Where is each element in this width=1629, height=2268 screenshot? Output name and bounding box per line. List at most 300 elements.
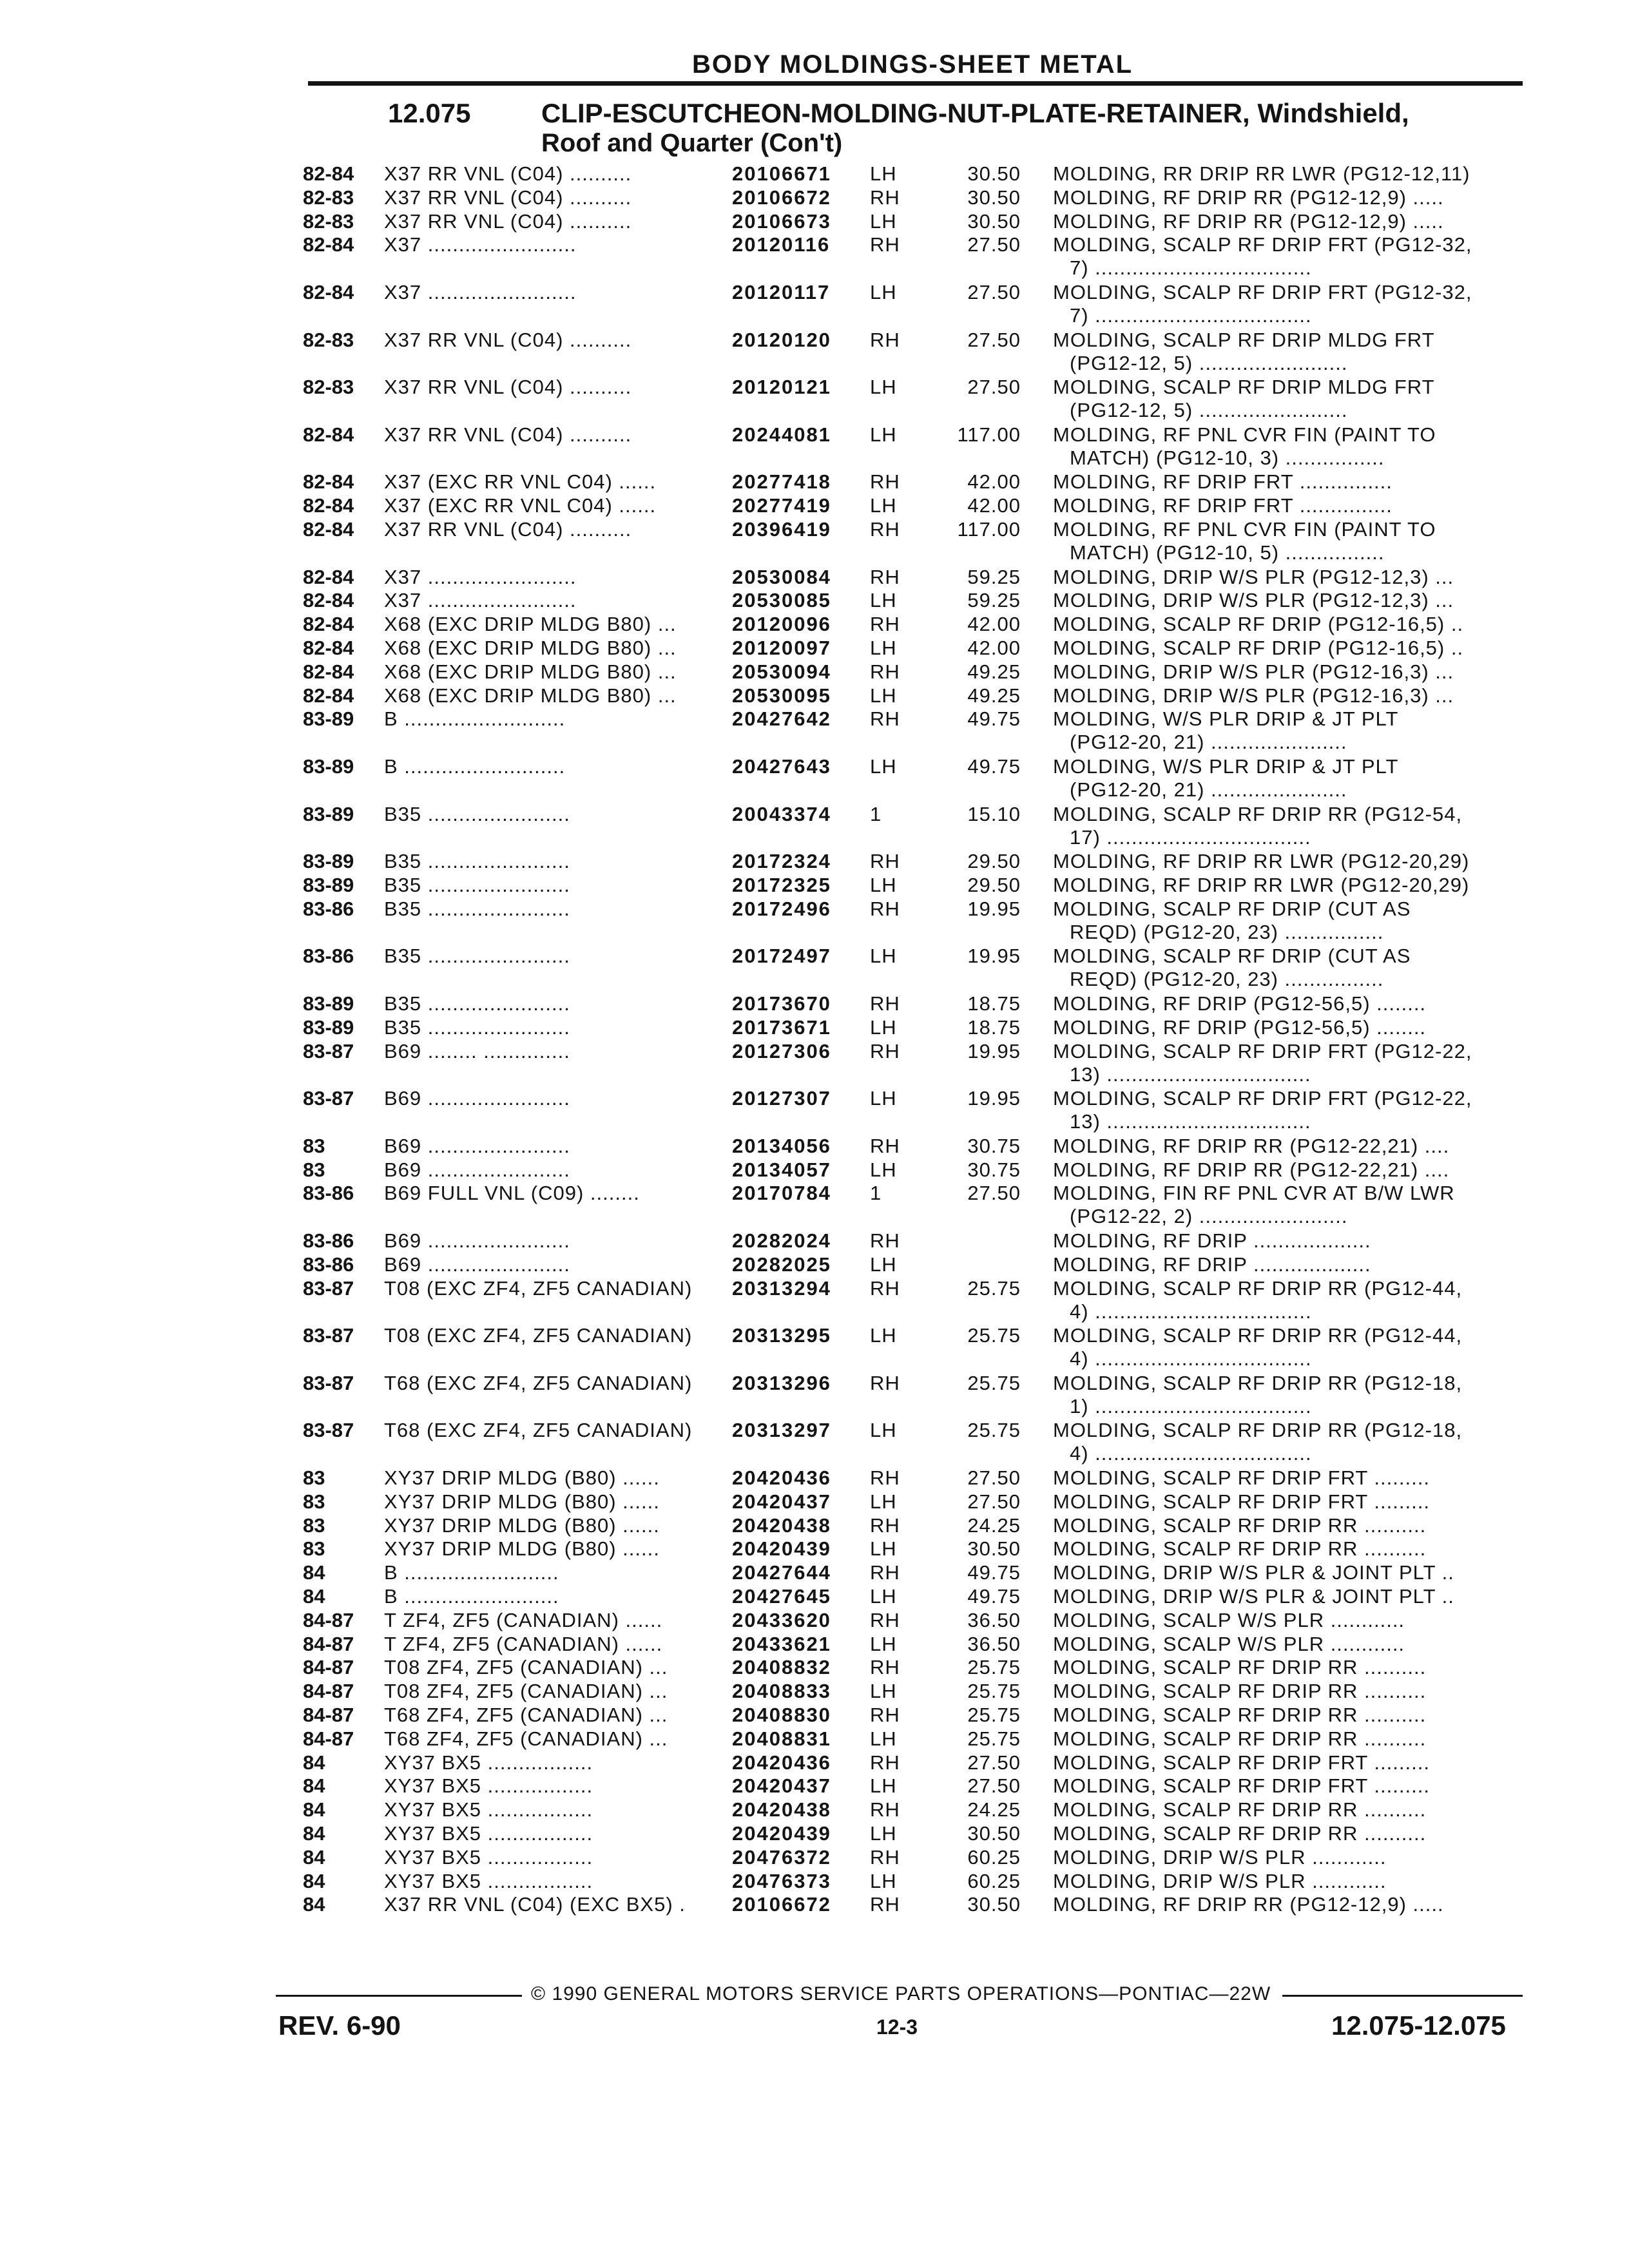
description: MOLDING, SCALP RF DRIP RR (PG12-44, (1053, 1276, 1463, 1300)
side-qty: RH (870, 1229, 900, 1252)
description: MOLDING, W/S PLR DRIP & JT PLT (1053, 707, 1399, 731)
side-qty: LH (870, 589, 897, 612)
price: 30.75 (967, 1158, 1021, 1181)
model-year: 83 (303, 1514, 325, 1537)
model-year: 82-84 (303, 613, 354, 636)
model-code: XY37 DRIP MLDG (B80) ...... (384, 1537, 660, 1561)
model-year: 82-84 (303, 660, 354, 683)
side-qty: LH (870, 1869, 897, 1892)
price: 117.00 (957, 518, 1021, 541)
side-qty: RH (870, 328, 900, 351)
model-year: 82-83 (303, 209, 354, 233)
description-continued: REQD) (PG12-20, 23) ................ (1070, 920, 1384, 943)
side-qty: RH (870, 1751, 900, 1774)
part-number: 20043374 (732, 802, 831, 825)
price: 36.50 (967, 1608, 1021, 1631)
part-number: 20476372 (732, 1845, 831, 1869)
model-code: T08 (EXC ZF4, ZF5 CANADIAN) (384, 1324, 693, 1347)
price: 59.25 (967, 565, 1021, 588)
description: MOLDING, SCALP RF DRIP (PG12-16,5) .. (1053, 637, 1464, 659)
model-year: 83-87 (303, 1276, 354, 1300)
side-qty: LH (870, 1015, 897, 1039)
model-year: 84-87 (303, 1680, 354, 1703)
model-year: 82-84 (303, 423, 354, 446)
price: 30.50 (967, 186, 1021, 209)
model-year: 82-84 (303, 281, 354, 303)
price: 25.75 (967, 1324, 1021, 1347)
description: MOLDING, RF DRIP RR (PG12-12,9) ..... (1053, 186, 1444, 209)
model-code: B69 ....................... (384, 1134, 570, 1157)
model-year: 83-89 (303, 992, 354, 1015)
side-qty: RH (870, 1656, 900, 1679)
part-number: 20408830 (732, 1704, 831, 1726)
price: 117.00 (957, 423, 1021, 446)
model-year: 84 (303, 1585, 325, 1608)
side-qty: LH (870, 637, 897, 659)
model-year: 83 (303, 1158, 325, 1181)
footer-rule-right (1282, 1995, 1523, 1997)
side-qty: RH (870, 233, 900, 256)
price: 18.75 (967, 992, 1021, 1015)
description-continued: (PG12-12, 5) ........................ (1070, 399, 1348, 422)
model-code: X37 RR VNL (C04) .......... (384, 162, 632, 185)
part-number: 20313296 (732, 1371, 831, 1394)
description: MOLDING, SCALP RF DRIP RR .......... (1053, 1656, 1427, 1679)
side-qty: RH (870, 186, 900, 209)
description: MOLDING, RF PNL CVR FIN (PAINT TO (1053, 518, 1436, 541)
model-code: T68 ZF4, ZF5 (CANADIAN) ... (384, 1727, 668, 1750)
table-row (0, 1087, 1629, 1139)
description-continued: 4) ................................... (1070, 1347, 1312, 1370)
model-code: B35 ....................... (384, 802, 570, 825)
side-qty: RH (870, 897, 900, 920)
description: MOLDING, RF DRIP RR (PG12-12,9) ..... (1053, 209, 1444, 233)
description: MOLDING, DRIP W/S PLR ............ (1053, 1869, 1387, 1892)
part-number: 20173670 (732, 992, 831, 1015)
part-number: 20420437 (732, 1490, 831, 1513)
side-qty: RH (870, 707, 900, 731)
model-year: 84-87 (303, 1704, 354, 1726)
price: 42.00 (967, 637, 1021, 659)
description-continued: 4) ................................... (1070, 1442, 1312, 1465)
description: MOLDING, SCALP RF DRIP RR .......... (1053, 1680, 1427, 1703)
side-qty: RH (870, 1039, 900, 1062)
price: 59.25 (967, 589, 1021, 612)
model-year: 84-87 (303, 1608, 354, 1631)
model-year: 84 (303, 1561, 325, 1584)
table-row (0, 1419, 1629, 1470)
price: 19.95 (967, 1087, 1021, 1110)
part-number: 20427643 (732, 755, 831, 778)
part-number: 20172324 (732, 850, 831, 873)
table-row (0, 1277, 1629, 1329)
table-row (0, 281, 1629, 332)
description: MOLDING, DRIP W/S PLR (PG12-12,3) ... (1053, 589, 1454, 612)
model-code: X37 RR VNL (C04) (EXC BX5) . (384, 1893, 686, 1916)
model-code: B69 ........ .............. (384, 1039, 570, 1062)
description: MOLDING, SCALP RF DRIP FRT (PG12-22, (1053, 1087, 1472, 1110)
description-continued: 7) ................................... (1070, 256, 1312, 280)
model-year: 83-89 (303, 874, 354, 896)
table-row (0, 1040, 1629, 1091)
side-qty: LH (870, 874, 897, 896)
part-number: 20277418 (732, 470, 831, 494)
description: MOLDING, RF DRIP FRT ............... (1053, 470, 1393, 494)
model-year: 83 (303, 1134, 325, 1157)
part-number: 20420439 (732, 1822, 831, 1845)
model-year: 83-87 (303, 1324, 354, 1347)
part-number: 20127306 (732, 1039, 831, 1062)
side-qty: LH (870, 1253, 897, 1276)
price: 27.50 (967, 1466, 1021, 1489)
side-qty: RH (870, 518, 900, 541)
side-qty: RH (870, 1514, 900, 1537)
price: 27.50 (967, 1774, 1021, 1798)
price: 49.75 (967, 1561, 1021, 1584)
part-number: 20420436 (732, 1466, 831, 1489)
table-row (0, 1182, 1629, 1233)
description: MOLDING, SCALP RF DRIP FRT (PG12-32, (1053, 233, 1472, 256)
price: 19.95 (967, 897, 1021, 920)
model-code: B69 ....................... (384, 1229, 570, 1252)
description: MOLDING, DRIP W/S PLR & JOINT PLT .. (1053, 1585, 1454, 1608)
model-code: X37 RR VNL (C04) .......... (384, 328, 632, 351)
side-qty: RH (870, 850, 900, 873)
table-row (0, 1893, 1629, 1945)
description: MOLDING, SCALP W/S PLR ............ (1053, 1632, 1405, 1655)
price: 30.50 (967, 209, 1021, 233)
price: 25.75 (967, 1680, 1021, 1703)
part-number: 20170784 (732, 1182, 831, 1205)
part-number: 20106673 (732, 209, 831, 233)
price: 49.25 (967, 684, 1021, 707)
price: 24.25 (967, 1514, 1021, 1537)
model-code: T08 ZF4, ZF5 (CANADIAN) ... (384, 1680, 668, 1703)
price: 27.50 (967, 233, 1021, 256)
model-year: 84 (303, 1893, 325, 1916)
description: MOLDING, SCALP RF DRIP MLDG FRT (1053, 376, 1435, 399)
model-year: 83-87 (303, 1371, 354, 1394)
description-continued: 13) ................................. (1070, 1110, 1311, 1133)
table-row (0, 329, 1629, 380)
price: 25.75 (967, 1727, 1021, 1750)
price: 18.75 (967, 1015, 1021, 1039)
part-number: 20173671 (732, 1015, 831, 1039)
model-code: B69 ....................... (384, 1253, 570, 1276)
part-number: 20120121 (732, 376, 831, 399)
page-number: 12-3 (876, 2015, 918, 2039)
table-row (0, 945, 1629, 996)
description: MOLDING, DRIP W/S PLR (PG12-16,3) ... (1053, 684, 1454, 707)
table-row (0, 803, 1629, 854)
model-code: XY37 BX5 ................. (384, 1869, 593, 1892)
side-qty: LH (870, 1324, 897, 1347)
part-number: 20530095 (732, 684, 831, 707)
description: MOLDING, SCALP RF DRIP RR .......... (1053, 1704, 1427, 1726)
part-number: 20313294 (732, 1276, 831, 1300)
side-qty: RH (870, 470, 900, 494)
side-qty: LH (870, 162, 897, 185)
price: 27.50 (967, 1490, 1021, 1513)
part-number: 20476373 (732, 1869, 831, 1892)
side-qty: LH (870, 494, 897, 517)
model-code: T08 (EXC ZF4, ZF5 CANADIAN) (384, 1276, 693, 1300)
part-number: 20427642 (732, 707, 831, 731)
description-continued: 17) ................................. (1070, 825, 1311, 849)
part-number: 20313297 (732, 1419, 831, 1442)
price: 25.75 (967, 1419, 1021, 1442)
model-code: X37 ........................ (384, 281, 577, 303)
side-qty: LH (870, 945, 897, 968)
description: MOLDING, RR DRIP RR LWR (PG12-12,11) (1053, 162, 1470, 185)
price: 27.50 (967, 281, 1021, 303)
model-year: 83-89 (303, 802, 354, 825)
side-qty: LH (870, 1680, 897, 1703)
section-number: 12.075 (388, 98, 471, 128)
model-year: 82-84 (303, 589, 354, 612)
description: MOLDING, RF DRIP RR LWR (PG12-20,29) (1053, 874, 1470, 896)
side-qty: LH (870, 209, 897, 233)
model-year: 83-87 (303, 1087, 354, 1110)
model-year: 84 (303, 1845, 325, 1869)
description: MOLDING, SCALP RF DRIP RR .......... (1053, 1514, 1427, 1537)
model-year: 83-89 (303, 707, 354, 731)
model-year: 82-84 (303, 470, 354, 494)
part-number: 20282025 (732, 1253, 831, 1276)
part-number: 20106672 (732, 1893, 831, 1916)
description: MOLDING, RF DRIP ................... (1053, 1229, 1371, 1252)
price: 19.95 (967, 1039, 1021, 1062)
price: 42.00 (967, 470, 1021, 494)
part-number: 20530094 (732, 660, 831, 683)
model-code: B .......................... (384, 707, 566, 731)
part-number: 20120116 (732, 233, 831, 256)
model-code: B ......................... (384, 1561, 559, 1584)
description: MOLDING, SCALP RF DRIP RR .......... (1053, 1537, 1427, 1561)
description-continued: 4) ................................... (1070, 1300, 1312, 1323)
model-year: 82-84 (303, 637, 354, 659)
side-qty: LH (870, 281, 897, 303)
model-code: B35 ....................... (384, 874, 570, 896)
side-qty: 1 (870, 1182, 882, 1205)
part-number: 20427644 (732, 1561, 831, 1584)
model-year: 83-89 (303, 755, 354, 778)
side-qty: LH (870, 1774, 897, 1798)
model-code: X37 RR VNL (C04) .......... (384, 423, 632, 446)
price: 49.25 (967, 660, 1021, 683)
revision-label: REV. 6-90 (278, 2010, 401, 2041)
model-year: 82-84 (303, 684, 354, 707)
description: MOLDING, SCALP RF DRIP (CUT AS (1053, 897, 1411, 920)
table-row (0, 707, 1629, 759)
part-number: 20427645 (732, 1585, 831, 1608)
model-code: XY37 BX5 ................. (384, 1774, 593, 1798)
part-number: 20420436 (732, 1751, 831, 1774)
model-code: T68 ZF4, ZF5 (CANADIAN) ... (384, 1704, 668, 1726)
table-row (0, 1324, 1629, 1376)
price: 30.50 (967, 1537, 1021, 1561)
side-qty: RH (870, 1798, 900, 1821)
side-qty: LH (870, 684, 897, 707)
model-code: T68 (EXC ZF4, ZF5 CANADIAN) (384, 1419, 693, 1442)
model-code: B69 ....................... (384, 1087, 570, 1110)
side-qty: LH (870, 1537, 897, 1561)
model-year: 83 (303, 1466, 325, 1489)
side-qty: LH (870, 755, 897, 778)
description: MOLDING, SCALP RF DRIP FRT ......... (1053, 1490, 1430, 1513)
part-number: 20106671 (732, 162, 831, 185)
model-code: B69 FULL VNL (C09) ........ (384, 1182, 640, 1205)
model-code: T08 ZF4, ZF5 (CANADIAN) ... (384, 1656, 668, 1679)
model-code: X37 RR VNL (C04) .......... (384, 209, 632, 233)
part-number: 20172497 (732, 945, 831, 968)
model-code: B ......................... (384, 1585, 559, 1608)
part-number: 20396419 (732, 518, 831, 541)
model-code: B35 ....................... (384, 1015, 570, 1039)
description: MOLDING, W/S PLR DRIP & JT PLT (1053, 755, 1399, 778)
part-number: 20433620 (732, 1608, 831, 1631)
description: MOLDING, RF DRIP RR LWR (PG12-20,29) (1053, 850, 1470, 873)
part-number: 20530085 (732, 589, 831, 612)
model-code: X37 RR VNL (C04) .......... (384, 376, 632, 399)
description: MOLDING, SCALP RF DRIP RR (PG12-18, (1053, 1419, 1463, 1442)
part-number: 20530084 (732, 565, 831, 588)
model-code: X37 ........................ (384, 589, 577, 612)
description: MOLDING, SCALP W/S PLR ............ (1053, 1608, 1405, 1631)
part-number: 20408833 (732, 1680, 831, 1703)
description: MOLDING, SCALP RF DRIP FRT ......... (1053, 1774, 1430, 1798)
model-year: 83-86 (303, 945, 354, 968)
model-code: XY37 BX5 ................. (384, 1751, 593, 1774)
side-qty: LH (870, 1585, 897, 1608)
part-number: 20313295 (732, 1324, 831, 1347)
model-code: X68 (EXC DRIP MLDG B80) ... (384, 613, 677, 636)
price: 25.75 (967, 1704, 1021, 1726)
price: 25.75 (967, 1276, 1021, 1300)
description-continued: 1) ................................... (1070, 1394, 1312, 1418)
model-year: 83-86 (303, 1182, 354, 1205)
model-year: 84 (303, 1822, 325, 1845)
description: MOLDING, SCALP RF DRIP FRT ......... (1053, 1751, 1430, 1774)
model-code: B69 ....................... (384, 1158, 570, 1181)
side-qty: LH (870, 1087, 897, 1110)
part-number: 20277419 (732, 494, 831, 517)
price: 27.50 (967, 1751, 1021, 1774)
side-qty: LH (870, 1727, 897, 1750)
side-qty: RH (870, 992, 900, 1015)
description-continued: (PG12-12, 5) ........................ (1070, 351, 1348, 374)
model-year: 84-87 (303, 1632, 354, 1655)
model-code: X37 RR VNL (C04) .......... (384, 518, 632, 541)
price: 49.75 (967, 1585, 1021, 1608)
table-row (0, 376, 1629, 427)
model-code: XY37 DRIP MLDG (B80) ...... (384, 1490, 660, 1513)
part-number: 20120120 (732, 328, 831, 351)
model-year: 82-84 (303, 518, 354, 541)
model-year: 83-89 (303, 1015, 354, 1039)
model-code: X68 (EXC DRIP MLDG B80) ... (384, 660, 677, 683)
description: MOLDING, SCALP RF DRIP RR (PG12-18, (1053, 1371, 1463, 1394)
table-row (0, 1372, 1629, 1423)
description-continued: MATCH) (PG12-10, 5) ................ (1070, 541, 1385, 564)
price: 25.75 (967, 1656, 1021, 1679)
table-row (0, 233, 1629, 285)
model-year: 83 (303, 1490, 325, 1513)
description-continued: 7) ................................... (1070, 304, 1312, 327)
model-code: B .......................... (384, 755, 566, 778)
side-qty: RH (870, 1845, 900, 1869)
part-number: 20282024 (732, 1229, 831, 1252)
side-qty: RH (870, 1608, 900, 1631)
table-row (0, 898, 1629, 949)
part-number: 20420437 (732, 1774, 831, 1798)
description: MOLDING, DRIP W/S PLR & JOINT PLT .. (1053, 1561, 1454, 1584)
description: MOLDING, SCALP RF DRIP FRT ......... (1053, 1466, 1430, 1489)
price: 27.50 (967, 376, 1021, 399)
price: 49.75 (967, 707, 1021, 731)
model-code: X68 (EXC DRIP MLDG B80) ... (384, 637, 677, 659)
model-code: X37 ........................ (384, 233, 577, 256)
model-year: 84 (303, 1869, 325, 1892)
model-code: XY37 DRIP MLDG (B80) ...... (384, 1466, 660, 1489)
table-row (0, 518, 1629, 570)
model-code: X37 (EXC RR VNL C04) ...... (384, 470, 657, 494)
price: 29.50 (967, 850, 1021, 873)
price: 30.50 (967, 1893, 1021, 1916)
model-code: XY37 BX5 ................. (384, 1845, 593, 1869)
model-code: X37 ........................ (384, 565, 577, 588)
model-code: T ZF4, ZF5 (CANADIAN) ...... (384, 1608, 663, 1631)
page-header-title: BODY MOLDINGS-SHEET METAL (692, 50, 1133, 79)
model-year: 82-84 (303, 565, 354, 588)
price: 36.50 (967, 1632, 1021, 1655)
description-continued: REQD) (PG12-20, 23) ................ (1070, 968, 1384, 991)
side-qty: RH (870, 1561, 900, 1584)
model-year: 84 (303, 1774, 325, 1798)
price: 29.50 (967, 874, 1021, 896)
side-qty: LH (870, 1158, 897, 1181)
model-year: 83-86 (303, 897, 354, 920)
table-row (0, 755, 1629, 807)
model-code: T ZF4, ZF5 (CANADIAN) ...... (384, 1632, 663, 1655)
price: 25.75 (967, 1371, 1021, 1394)
side-qty: RH (870, 565, 900, 588)
part-number: 20420438 (732, 1798, 831, 1821)
description-continued: (PG12-20, 21) ...................... (1070, 731, 1347, 754)
description: MOLDING, SCALP RF DRIP RR .......... (1053, 1798, 1427, 1821)
side-qty: RH (870, 660, 900, 683)
model-year: 82-84 (303, 494, 354, 517)
side-qty: RH (870, 1704, 900, 1726)
description: MOLDING, FIN RF PNL CVR AT B/W LWR (1053, 1182, 1455, 1205)
model-code: X37 (EXC RR VNL C04) ...... (384, 494, 657, 517)
part-number: 20127307 (732, 1087, 831, 1110)
side-qty: RH (870, 1466, 900, 1489)
side-qty: RH (870, 1371, 900, 1394)
price: 42.00 (967, 494, 1021, 517)
side-qty: LH (870, 1822, 897, 1845)
price: 30.50 (967, 1822, 1021, 1845)
price: 49.75 (967, 755, 1021, 778)
price: 27.50 (967, 328, 1021, 351)
description-continued: (PG12-22, 2) ........................ (1070, 1205, 1348, 1228)
description: MOLDING, DRIP W/S PLR ............ (1053, 1845, 1387, 1869)
price: 30.50 (967, 162, 1021, 185)
section-range: 12.075-12.075 (1331, 2010, 1506, 2041)
model-year: 84-87 (303, 1727, 354, 1750)
model-year: 84-87 (303, 1656, 354, 1679)
section-title-continued: Roof and Quarter (Con't) (541, 129, 843, 157)
